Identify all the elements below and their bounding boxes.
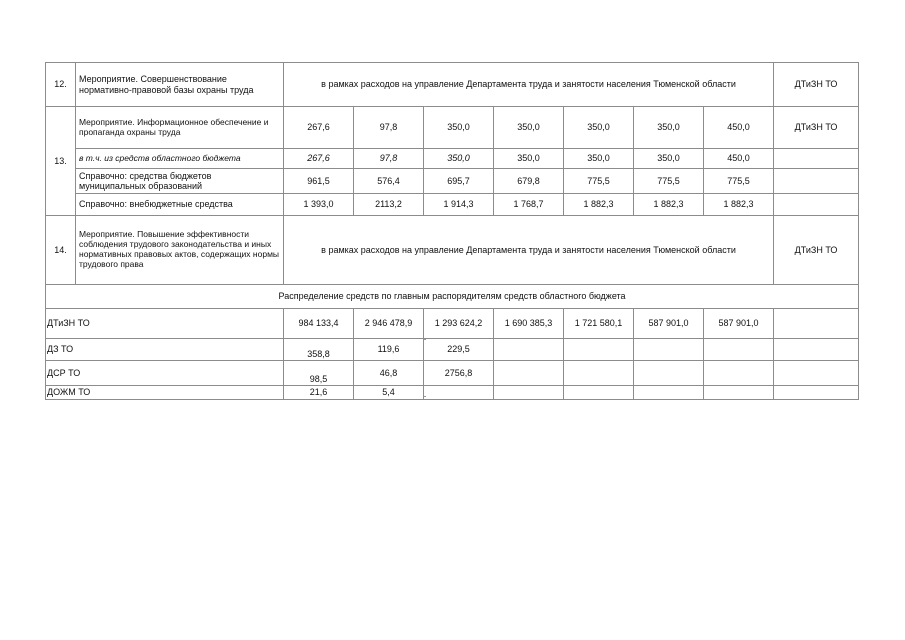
table-row-13-regional [46, 149, 859, 169]
executor: ДТиЗН ТО [774, 216, 859, 285]
value-cell: 695,7 [424, 169, 494, 194]
value-cell: 679,8 [494, 169, 564, 194]
value-cell: 775,5 [634, 169, 704, 194]
executor-empty [774, 149, 859, 169]
value-cell [494, 386, 564, 400]
distributor-name: ДТиЗН ТО [46, 309, 284, 339]
distributor-name: ДОЖМ ТО [46, 386, 284, 400]
value-cell: 775,5 [564, 169, 634, 194]
value-cell: 961,5 [284, 169, 354, 194]
value-cell: 350,0 [494, 107, 564, 149]
value-cell: 1 293 624,2 [424, 309, 494, 339]
value-cell [634, 339, 704, 361]
executor-empty [774, 194, 859, 216]
table-row-12 [46, 63, 859, 107]
value-cell: 1 768,7 [494, 194, 564, 216]
value-cell [564, 361, 634, 386]
measure-name: Мероприятие. Повышение эффективности соблюдения трудового законодательства и иных нормативных правовых актов, содержащих нормы трудового права [76, 216, 284, 285]
value-cell: 119,6 [354, 339, 424, 361]
value-cell: 350,0 [424, 149, 494, 169]
value-cell: 450,0 [704, 107, 774, 149]
value-cell: 450,0 [704, 149, 774, 169]
funding-note: в рамках расходов на управление Департамента труда и занятости населения Тюменской области [284, 216, 774, 285]
value-cell: 1 393,0 [284, 194, 354, 216]
value-cell: 350,0 [634, 107, 704, 149]
value-cell: 21,6 [284, 386, 354, 400]
subrow-label: в т.ч. из средств областного бюджета [76, 149, 284, 169]
subrow-label: Справочно: внебюджетные средства [76, 194, 284, 216]
executor: ДТиЗН ТО [774, 107, 859, 149]
value-cell: 97,8 [354, 107, 424, 149]
scan-speck [424, 396, 426, 397]
value-cell: 350,0 [564, 149, 634, 169]
table-row-13-offbudget [46, 194, 859, 216]
value-cell: 267,6 [284, 149, 354, 169]
value-cell: 775,5 [704, 169, 774, 194]
distribution-row [46, 339, 859, 361]
table-row-13-municipal [46, 169, 859, 194]
value-cell: 587 901,0 [704, 309, 774, 339]
measure-name: Мероприятие. Информационное обеспечение и пропаганда охраны труда [76, 107, 284, 149]
executor: ДТиЗН ТО [774, 63, 859, 107]
value-cell [704, 339, 774, 361]
value-cell [564, 386, 634, 400]
value-cell: 1 882,3 [564, 194, 634, 216]
value-cell: 229,5 [424, 339, 494, 361]
value-cell: 587 901,0 [634, 309, 704, 339]
distribution-row [46, 361, 859, 386]
value-cell [634, 361, 704, 386]
value-cell [494, 339, 564, 361]
value-cell [704, 361, 774, 386]
value-cell [494, 361, 564, 386]
distributor-name: ДЗ ТО [46, 339, 284, 361]
table-row-13 [46, 107, 859, 149]
row-number: 12. [46, 63, 76, 107]
value-cell: 1 690 385,3 [494, 309, 564, 339]
value-cell: 2113,2 [354, 194, 424, 216]
value-cell: 350,0 [564, 107, 634, 149]
scan-speck [424, 106, 426, 107]
value-cell: 350,0 [494, 149, 564, 169]
value-cell: 267,6 [284, 107, 354, 149]
empty-cell [774, 309, 859, 339]
value-cell: 46,8 [354, 361, 424, 386]
value-cell: 98,5 [284, 361, 354, 386]
table-row-14 [46, 216, 859, 285]
value-cell: 1 882,3 [704, 194, 774, 216]
value-cell: 5,4 [354, 386, 424, 400]
distribution-title-row [46, 285, 859, 309]
value-cell: 2 946 478,9 [354, 309, 424, 339]
funding-note: в рамках расходов на управление Департамента труда и занятости населения Тюменской области [284, 63, 774, 107]
value-cell: 97,8 [354, 149, 424, 169]
value-cell: 576,4 [354, 169, 424, 194]
distribution-title: Распределение средств по главным распорядителям средств областного бюджета [46, 285, 859, 309]
subrow-label: Справочно: средства бюджетов муниципальных образований [76, 169, 284, 194]
executor-empty [774, 169, 859, 194]
distributor-name: ДСР ТО [46, 361, 284, 386]
value-cell: 1 882,3 [634, 194, 704, 216]
empty-cell [774, 339, 859, 361]
row-number: 14. [46, 216, 76, 285]
value-cell: 358,8 [284, 339, 354, 361]
value-cell [634, 386, 704, 400]
empty-cell [774, 361, 859, 386]
value-cell: 350,0 [424, 107, 494, 149]
distribution-row [46, 386, 859, 400]
value-cell [424, 386, 494, 400]
value-cell: 984 133,4 [284, 309, 354, 339]
value-cell: 2756,8 [424, 361, 494, 386]
measure-name: Мероприятие. Совершенствование нормативно-правовой базы охраны труда [76, 63, 284, 107]
scan-speck [424, 339, 426, 340]
budget-table [45, 62, 859, 400]
value-cell: 350,0 [634, 149, 704, 169]
empty-cell [774, 386, 859, 400]
value-cell: 1 914,3 [424, 194, 494, 216]
value-cell [564, 339, 634, 361]
value-cell: 1 721 580,1 [564, 309, 634, 339]
distribution-row [46, 309, 859, 339]
row-number: 13. [46, 107, 76, 216]
value-cell [704, 386, 774, 400]
